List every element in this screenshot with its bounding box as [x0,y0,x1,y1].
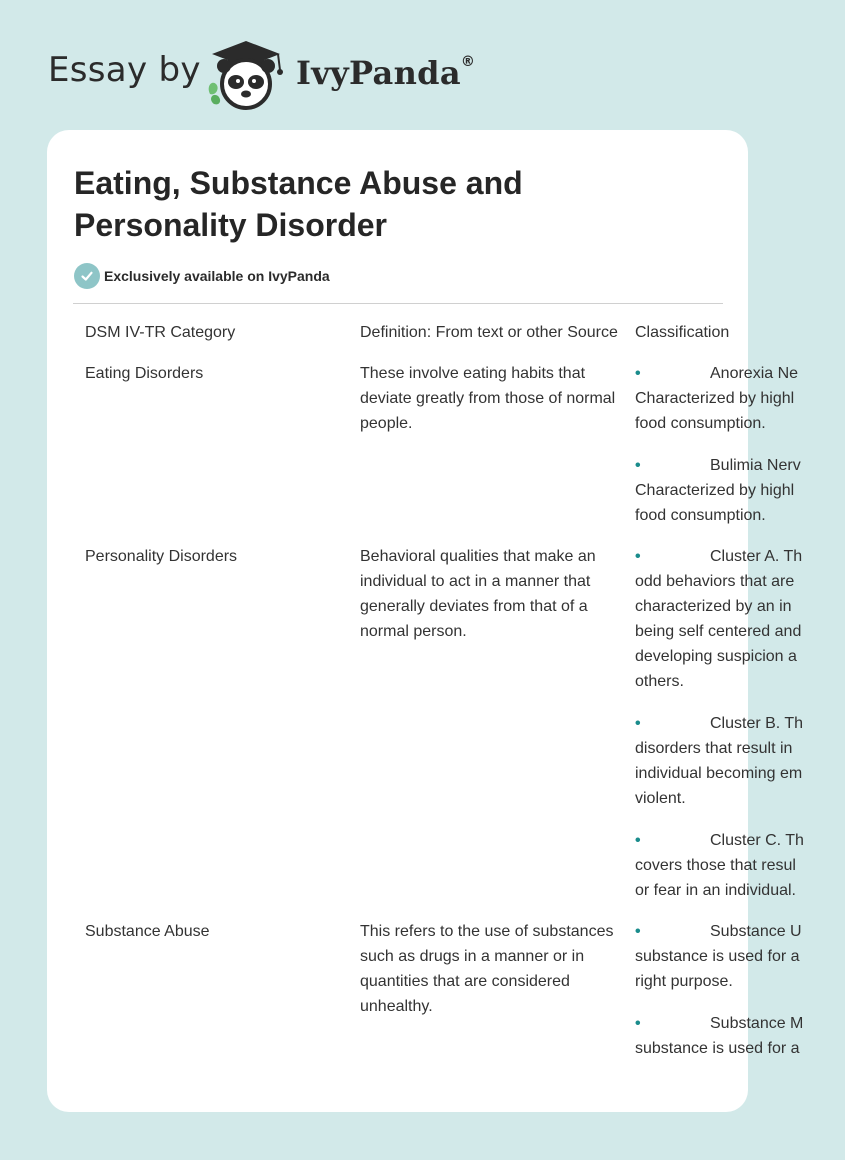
table-row [85,361,845,528]
definition-cell: Behavioral qualities that make an individual to act in a manner that generally deviates from that of a normal person. [360,548,596,640]
list-item: • Cluster C. Th covers those that resul or fear in an individual. [635,828,845,903]
definition-cell: This refers to the use of substances such as drugs in a manner or in quantities that are considered unhealthy. [360,923,614,1015]
bullet-icon: • [635,715,641,732]
classification-cell [635,361,845,528]
list-item: • Substance M substance is used for a [635,1011,845,1061]
bullet-icon: • [635,832,641,849]
panda-logo-icon [202,36,292,110]
badge-label: Exclusively available on IvyPanda [104,268,330,284]
table-header-row [85,320,845,345]
category-cell: Eating Disorders [85,365,204,382]
list-item: • Cluster B. Th disorders that result in individual becoming em violent. [635,711,845,811]
classification-cell [635,919,845,1061]
column-header: DSM IV-TR Category [85,324,236,341]
brand-prefix: Essay by [48,50,201,90]
table-row [85,919,845,1061]
brand-header [48,36,508,110]
exclusive-badge [74,263,330,289]
brand-name: IvyPanda® [296,54,476,92]
classification-cell [635,544,845,903]
essay-card [47,130,804,1112]
column-header: Classification [635,324,730,341]
list-item: • Bulimia Nerv Characterized by highl food consumption. [635,453,845,528]
definition-cell: These involve eating habits that deviate greatly from those of normal people. [360,365,616,432]
divider [73,303,723,304]
check-icon [74,263,100,289]
dsm-table [85,320,845,1077]
bullet-icon: • [635,457,641,474]
column-header: Definition: From text or other Source [360,324,618,341]
list-item: • Cluster A. Th odd behaviors that are characterized by an in being self centered and developing suspicion a others. [635,544,845,694]
bullet-icon: • [635,923,641,940]
bullet-icon: • [635,365,641,382]
table-row [85,544,845,903]
list-item: • Anorexia Ne Characterized by highl food consumption. [635,361,845,436]
list-item: • Substance U substance is used for a right purpose. [635,919,845,994]
category-cell: Substance Abuse [85,923,210,940]
bullet-icon: • [635,1015,641,1032]
category-cell: Personality Disorders [85,548,238,565]
bullet-icon: • [635,548,641,565]
page-title: Eating, Substance Abuse and Personality Disorder [74,165,523,243]
